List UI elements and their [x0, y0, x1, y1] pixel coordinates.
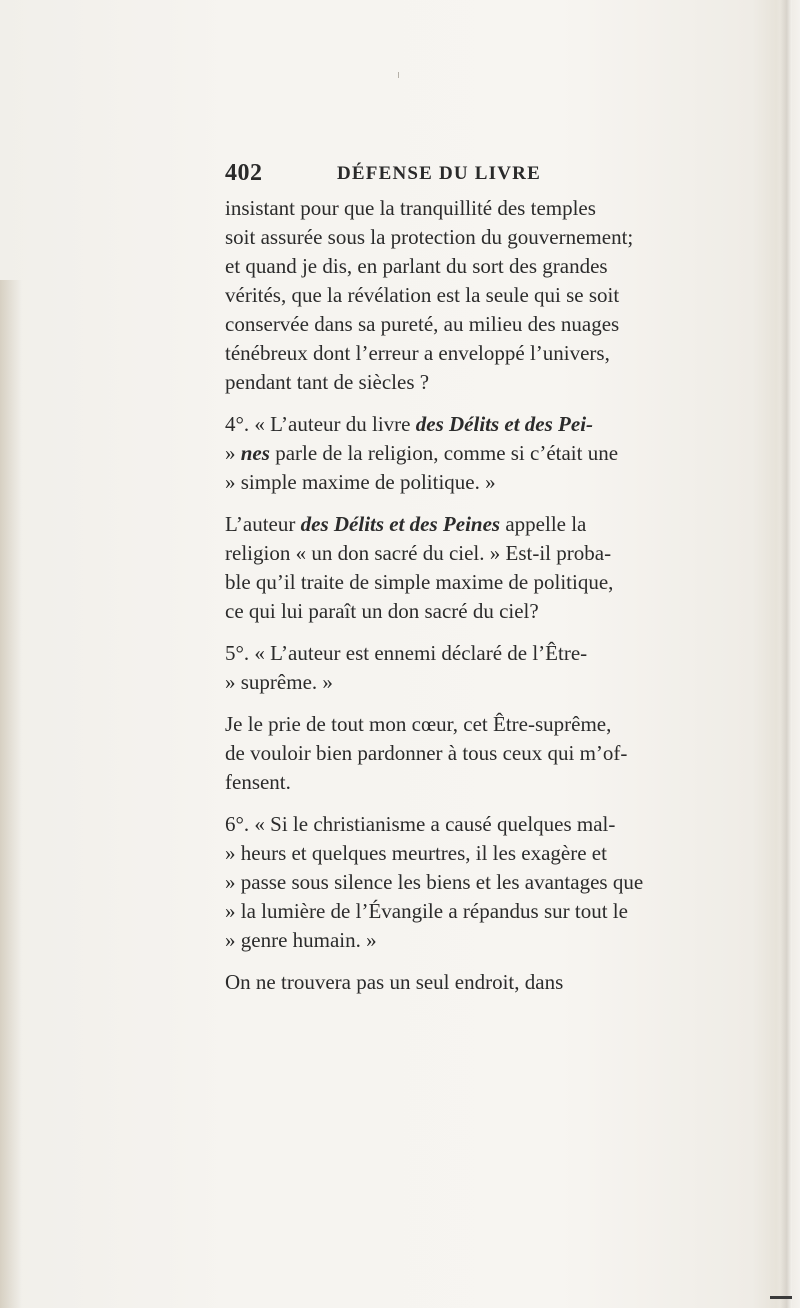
- text-line: [225, 223, 787, 252]
- paragraph: [225, 194, 787, 397]
- text-run: ble qu’il traite de simple maxime de politique,: [225, 570, 614, 594]
- text-run: ce qui lui paraît un don sacré du ciel?: [225, 599, 539, 623]
- text-line: [225, 639, 787, 668]
- text-line: [225, 568, 787, 597]
- paragraph-gap: [225, 497, 787, 510]
- text-run: et quand je dis, en parlant du sort des grandes: [225, 254, 608, 278]
- text-run: soit assurée sous la protection du gouvernement;: [225, 225, 634, 249]
- text-line: [225, 439, 787, 468]
- text-run: On ne trouvera pas un seul endroit, dans: [225, 970, 564, 994]
- text-run: pendant tant de siècles ?: [225, 370, 430, 394]
- text-run: 6°. « Si le christianisme a causé quelques mal-: [225, 812, 616, 836]
- text-run: » suprême. »: [225, 670, 333, 694]
- text-line: [225, 310, 787, 339]
- paragraph-gap: [225, 697, 787, 710]
- paragraph: [225, 410, 787, 497]
- bottom-rule: [770, 1296, 792, 1299]
- text-line: [225, 868, 787, 897]
- gutter-shadow: [0, 280, 22, 1308]
- text-run: religion « un don sacré du ciel. » Est-il proba-: [225, 541, 612, 565]
- text-line: [225, 468, 787, 497]
- text-line: [225, 710, 787, 739]
- paragraph: [225, 639, 787, 697]
- italic-title-text: nes: [240, 441, 270, 465]
- text-line: [225, 968, 787, 997]
- text-run: insistant pour que la tranquillité des temples: [225, 196, 596, 220]
- paragraph-gap: [225, 397, 787, 410]
- text-run: » heurs et quelques meurtres, il les exagère et: [225, 841, 607, 865]
- page-header: [225, 160, 785, 190]
- text-line: [225, 252, 787, 281]
- body-text: [225, 194, 787, 997]
- text-line: [225, 339, 787, 368]
- text-line: [225, 768, 787, 797]
- text-run: fensent.: [225, 770, 291, 794]
- italic-title-text: des Délits et des Pei-: [415, 412, 594, 436]
- text-run: vérités, que la révélation est la seule qui se soit: [225, 283, 620, 307]
- paragraph: [225, 710, 787, 797]
- paragraph-gap: [225, 797, 787, 810]
- text-run: » simple maxime de politique. »: [225, 470, 496, 494]
- text-line: [225, 668, 787, 697]
- text-run: appelle la: [500, 512, 587, 536]
- text-run: »: [225, 441, 241, 465]
- text-line: [225, 739, 787, 768]
- paragraph-gap: [225, 955, 787, 968]
- paragraph: [225, 510, 787, 626]
- text-run: 5°. « L’auteur est ennemi déclaré de l’Être-: [225, 641, 588, 665]
- text-line: [225, 510, 787, 539]
- text-line: [225, 539, 787, 568]
- page-number: 402: [225, 160, 263, 186]
- text-line: [225, 410, 787, 439]
- paper-speck: [398, 72, 399, 78]
- text-line: [225, 926, 787, 955]
- paragraph: [225, 968, 787, 997]
- text-run: L’auteur: [225, 512, 301, 536]
- text-run: parle de la religion, comme si c’était une: [269, 441, 619, 465]
- italic-title-text: des Délits et des Peines: [300, 512, 501, 536]
- text-line: [225, 368, 787, 397]
- paragraph: [225, 810, 787, 955]
- text-line: [225, 897, 787, 926]
- text-run: ténébreux dont l’erreur a enveloppé l’univers,: [225, 341, 610, 365]
- running-title: DÉFENSE DU LIVRE: [337, 163, 541, 184]
- text-line: [225, 839, 787, 868]
- text-run: Je le prie de tout mon cœur, cet Être-suprême,: [225, 712, 612, 736]
- text-line: [225, 194, 787, 223]
- text-run: » la lumière de l’Évangile a répandus sur tout le: [225, 899, 628, 923]
- text-line: [225, 810, 787, 839]
- paragraph-gap: [225, 626, 787, 639]
- text-run: » passe sous silence les biens et les avantages que: [225, 870, 644, 894]
- text-run: 4°. « L’auteur du livre: [225, 412, 416, 436]
- text-run: » genre humain. »: [225, 928, 377, 952]
- text-line: [225, 281, 787, 310]
- text-run: conservée dans sa pureté, au milieu des nuages: [225, 312, 620, 336]
- text-run: de vouloir bien pardonner à tous ceux qui m’of-: [225, 741, 628, 765]
- text-line: [225, 597, 787, 626]
